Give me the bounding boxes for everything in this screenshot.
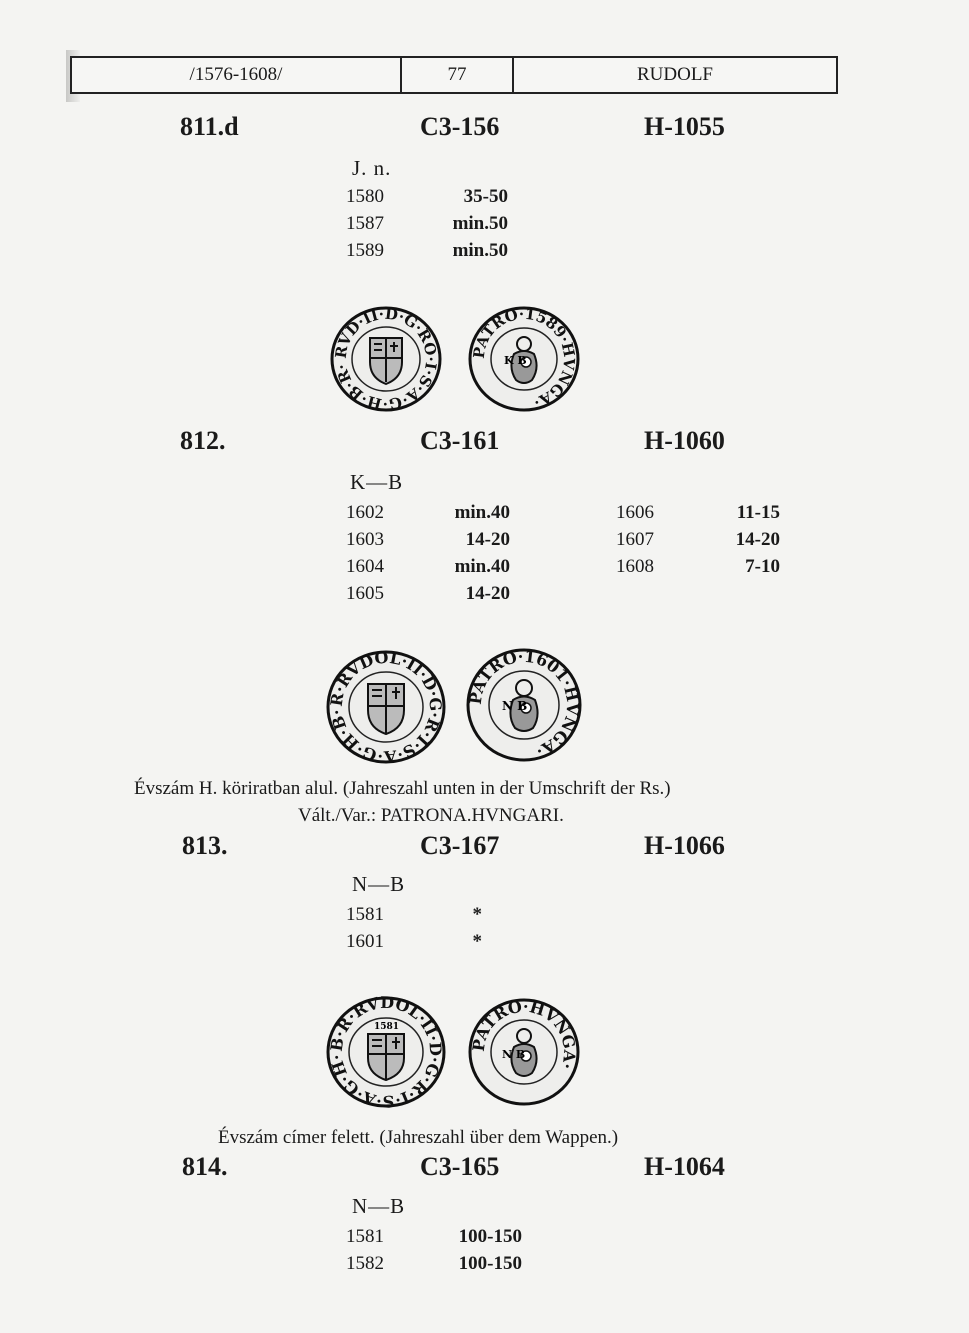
note-text: Évszám H. köriratban alul. (Jahreszahl unten in der Umschrift der Rs.) bbox=[134, 778, 671, 799]
coin-reverse-image bbox=[468, 998, 580, 1106]
mint-mark: N—B bbox=[352, 1194, 406, 1218]
value: min.40 bbox=[454, 556, 510, 577]
year: 1602 bbox=[346, 502, 384, 523]
year: 1587 bbox=[346, 213, 384, 234]
coin-reverse-image bbox=[466, 648, 582, 762]
variant-note: Vált./Var.: PATRONA.HVNGARI. bbox=[298, 805, 564, 826]
entry-h-ref: H-1060 bbox=[644, 426, 725, 455]
coin-obverse-image bbox=[326, 650, 446, 764]
year: 1582 bbox=[346, 1253, 384, 1274]
year: 1605 bbox=[346, 583, 384, 604]
value: 14-20 bbox=[465, 583, 510, 604]
entry-c3-ref: C3-167 bbox=[420, 831, 500, 860]
value: 11-15 bbox=[736, 502, 780, 523]
entry-h-ref: H-1055 bbox=[644, 112, 725, 141]
entry-c3-ref: C3-161 bbox=[420, 426, 500, 455]
value: 35-50 bbox=[463, 186, 508, 207]
year: 1608 bbox=[616, 556, 654, 577]
svg-text:PATRO·1601·HVNGA·: PATRO·1601·HVNGA· bbox=[466, 648, 582, 761]
value: 7-10 bbox=[745, 556, 780, 577]
year: 1606 bbox=[616, 502, 654, 523]
year: 1581 bbox=[346, 1226, 384, 1247]
entry-h-ref: H-1064 bbox=[644, 1152, 725, 1181]
value: min.50 bbox=[452, 213, 508, 234]
year: 1601 bbox=[346, 931, 384, 952]
value: 14-20 bbox=[735, 529, 780, 550]
bleed-through-shadow bbox=[160, 300, 166, 326]
year: 1580 bbox=[346, 186, 384, 207]
entry-number: 814. bbox=[182, 1152, 228, 1181]
year: 1581 bbox=[346, 904, 384, 925]
value: * bbox=[472, 904, 482, 925]
note-text: Évszám címer felett. (Jahreszahl über dem Wappen.) bbox=[218, 1127, 619, 1148]
svg-text:R·RVDOL·II·D·G·R·I·S·A·G·H·B·: R·RVDOL·II·D·G·R·I·S·A·G·H·B· bbox=[326, 650, 446, 764]
svg-text:PATRO·1589·HVNGA·: PATRO·1589·HVNGA· bbox=[469, 306, 579, 412]
header-ruler: RUDOLF bbox=[636, 64, 713, 85]
year: 1604 bbox=[346, 556, 384, 577]
svg-text:PATRO·HVNGA·: PATRO·HVNGA· bbox=[468, 998, 580, 1072]
value: 14-20 bbox=[465, 529, 510, 550]
svg-text:RVD·II·D·G·RO·I·S·A·G·H·B·R·: RVD·II·D·G·RO·I·S·A·G·H·B·R· bbox=[331, 306, 441, 412]
value: 100-150 bbox=[458, 1226, 522, 1247]
entry-c3-ref: C3-156 bbox=[420, 112, 500, 141]
svg-text:K B: K B bbox=[504, 354, 527, 367]
year: 1607 bbox=[616, 529, 654, 550]
entry-number: 813. bbox=[182, 831, 228, 860]
svg-text:N B: N B bbox=[502, 1048, 526, 1061]
value: min.50 bbox=[452, 240, 508, 261]
value: 100-150 bbox=[458, 1253, 522, 1274]
entry-h-ref: H-1066 bbox=[644, 831, 725, 860]
coin-obverse-image bbox=[326, 996, 446, 1108]
value: * bbox=[472, 931, 482, 952]
value: min.40 bbox=[454, 502, 510, 523]
svg-text:B·R·RVDOL·II·D·G·R·I·S·A·G·H·: B·R·RVDOL·II·D·G·R·I·S·A·G·H· bbox=[326, 996, 446, 1108]
svg-text:N B: N B bbox=[502, 699, 528, 713]
mint-mark: K—B bbox=[350, 470, 404, 494]
page-header bbox=[70, 56, 838, 94]
mint-mark: N—B bbox=[352, 872, 406, 896]
header-period: /1576-1608/ bbox=[72, 58, 402, 92]
entry-number: 811.d bbox=[180, 112, 239, 141]
coin-obverse-image bbox=[330, 306, 442, 412]
header-page-number: 77 bbox=[402, 58, 514, 92]
coin-reverse-image bbox=[468, 306, 580, 412]
mint-mark: J. n. bbox=[352, 156, 392, 180]
year: 1589 bbox=[346, 240, 384, 261]
entry-number: 812. bbox=[180, 426, 226, 455]
svg-text:1581: 1581 bbox=[374, 1022, 400, 1032]
entry-c3-ref: C3-165 bbox=[420, 1152, 500, 1181]
year: 1603 bbox=[346, 529, 384, 550]
